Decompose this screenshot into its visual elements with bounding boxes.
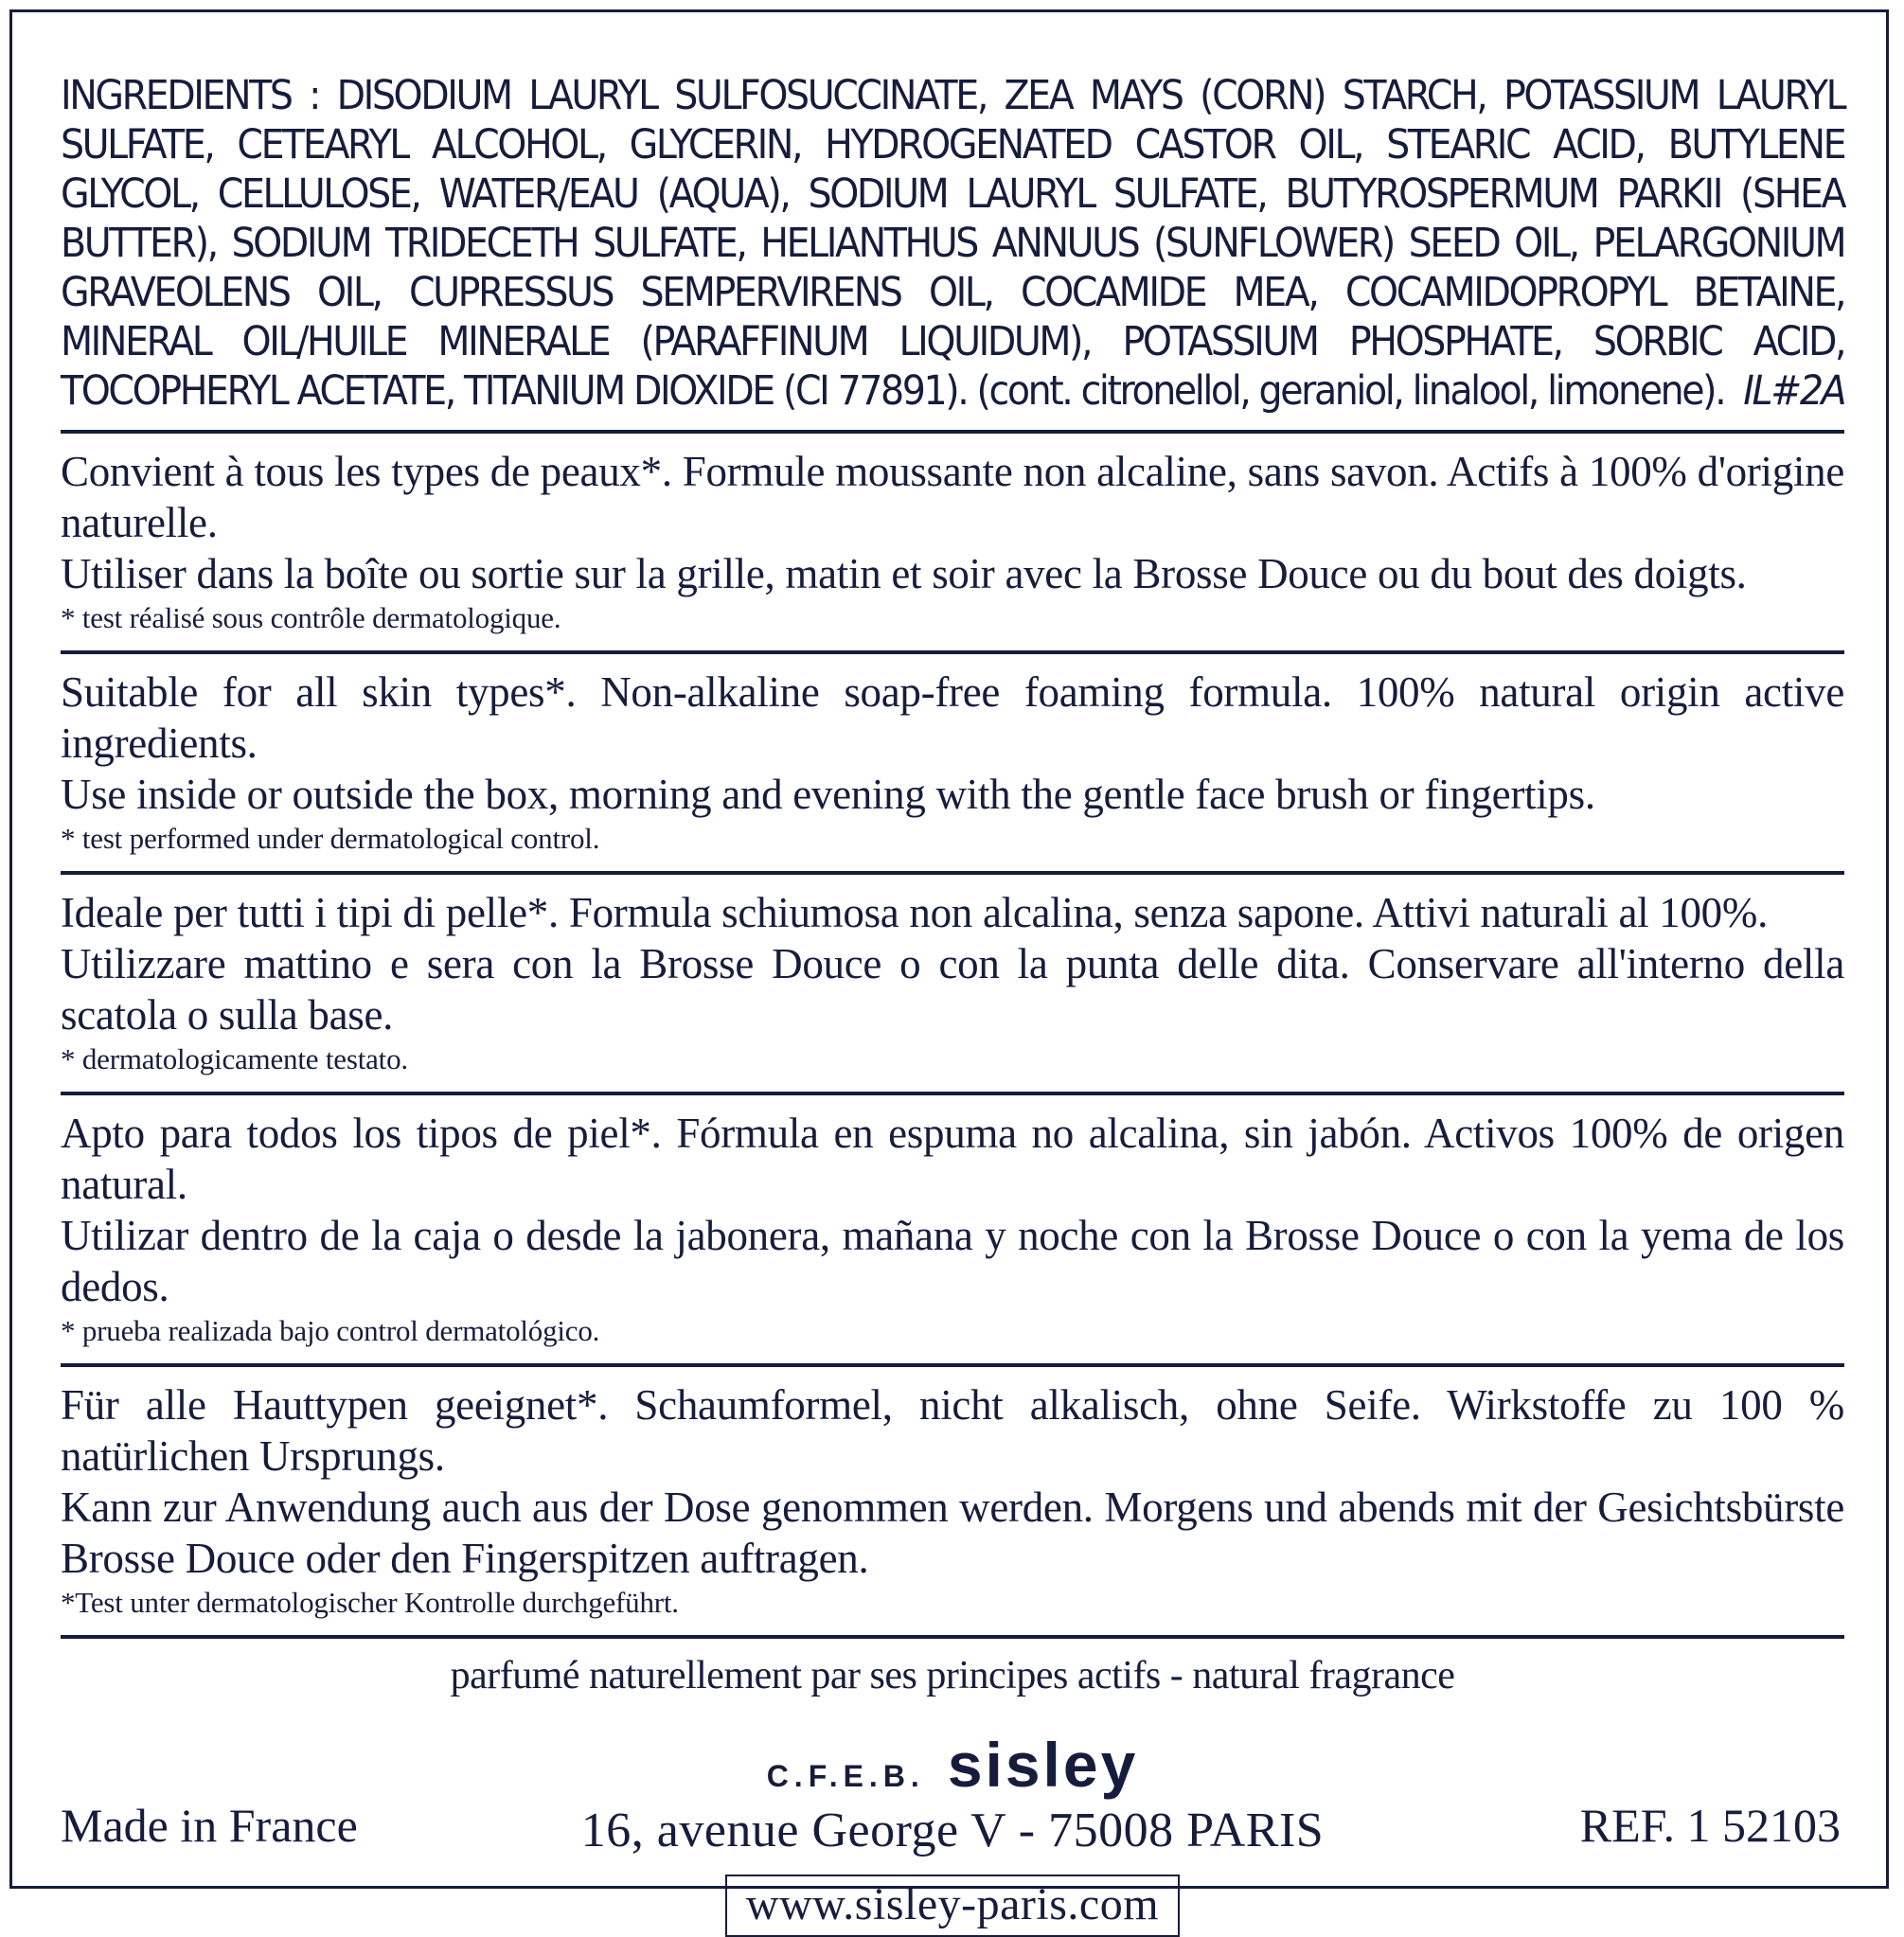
footer-block <box>61 1651 1844 1937</box>
italian-description: Ideale per tutti i tipi di pelle*. Formula schiumosa non alcalina, senza sapone. Attivi naturali al 100%. <box>61 889 1769 936</box>
spanish-usage: Utilizar dentro de la caja o desde la jabonera, mañana y noche con la Brosse Douce o con la yema de los dedos. <box>61 1212 1844 1310</box>
section-italian <box>61 887 1844 1078</box>
divider <box>61 1635 1844 1639</box>
company-prefix: C.F.E.B. <box>766 1759 925 1793</box>
spanish-description: Apto para todos los tipos de piel*. Fórmula en espuma no alcalina, sin jabón. Activos 100% de origen natural. <box>61 1110 1844 1208</box>
section-spanish <box>61 1108 1844 1350</box>
bottom-row <box>61 1797 1841 1854</box>
spanish-note: * prueba realizada bajo control dermatológico. <box>61 1314 600 1347</box>
italian-note: * dermatologicamente testato. <box>61 1042 408 1075</box>
section-french <box>61 446 1844 637</box>
german-description: Für alle Hauttypen geeignet*. Schaumformel, nicht alkalisch, ohne Seife. Wirkstoffe zu 100 % natürlichen Ursprungs. <box>61 1381 1844 1480</box>
french-note: * test réalisé sous contrôle dermatologique. <box>61 601 561 634</box>
divider <box>61 871 1844 875</box>
divider <box>61 650 1844 654</box>
divider <box>61 1092 1844 1095</box>
company-address: 16, avenue George V - 75008 PARIS <box>580 1804 1325 1857</box>
german-note: *Test unter dermatologischer Kontrolle durchgeführt. <box>61 1586 679 1619</box>
label-content <box>61 72 1844 1937</box>
section-german <box>61 1379 1844 1622</box>
french-usage: Utiliser dans la boîte ou sortie sur la grille, matin et soir avec la Brosse Douce ou du bout des doigts. <box>61 550 1747 597</box>
ingredients-list <box>61 72 1844 417</box>
english-usage: Use inside or outside the box, morning and evening with the gentle face brush or fingertips. <box>61 771 1595 818</box>
brand-logo: sisley <box>947 1730 1139 1800</box>
french-description: Convient à tous les types de peaux*. Formule moussante non alcaline, sans savon. Actifs à 100% d'origine naturelle. <box>61 448 1844 546</box>
section-english <box>61 666 1844 858</box>
ingredients-code: IL#2A <box>1743 368 1845 415</box>
website-link[interactable]: www.sisley-paris.com <box>725 1875 1180 1937</box>
fragrance-note: parfumé naturellement par ses principes actifs - natural fragrance <box>450 1654 1455 1697</box>
german-usage: Kann zur Anwendung auch aus der Dose genommen werden. Morgens und abends mit der Gesichtsbürste Brosse Douce oder den Fingerspitzen auftragen. <box>61 1484 1844 1582</box>
english-description: Suitable for all skin types*. Non-alkaline soap-free foaming formula. 100% natural origin active ingredients. <box>61 668 1844 767</box>
brand-line <box>61 1729 1844 1801</box>
origin-label: Made in France <box>61 1799 358 1852</box>
reference-number: REF. 1 52103 <box>1579 1799 1841 1852</box>
italian-usage: Utilizzare mattino e sera con la Brosse Douce o con la punta delle dita. Conservare all'interno della scatola o sulla base. <box>61 940 1844 1039</box>
divider <box>61 1363 1844 1367</box>
ingredients-text: INGREDIENTS : DISODIUM LAURYL SULFOSUCCINATE, ZEA MAYS (CORN) STARCH, POTASSIUM LAURYL SULFATE, CETEARYL ALCOHOL, GLYCERIN, HYDROGENATED CASTOR OIL, STEARIC ACID, BUTYLENE GLYCOL, CELLULOSE, WATER/EAU (AQUA), SODIUM LAURYL SULFATE, BUTYROSPERMUM PARKII (SHEA BUTTER), SODIUM TRIDECETH SULFATE, HELIANTHUS ANNUUS (SUNFLOWER) SEED OIL, PELARGONIUM GRAVEOLENS OIL, CUPRESSUS SEMPERVIRENS OIL, COCAMIDE MEA, COCAMIDOPROPYL BETAINE, MINERAL OIL/HUILE MINERALE (PARAFFINUM LIQUIDUM), POTASSIUM PHOSPHATE, SORBIC ACID, TOCOPHERYL ACETATE, TITANIUM DIOXIDE (CI 77891). (cont. citronellol, geraniol, linalool, limonene). <box>61 73 1845 415</box>
divider <box>61 430 1844 434</box>
english-note: * test performed under dermatological control. <box>61 822 600 855</box>
